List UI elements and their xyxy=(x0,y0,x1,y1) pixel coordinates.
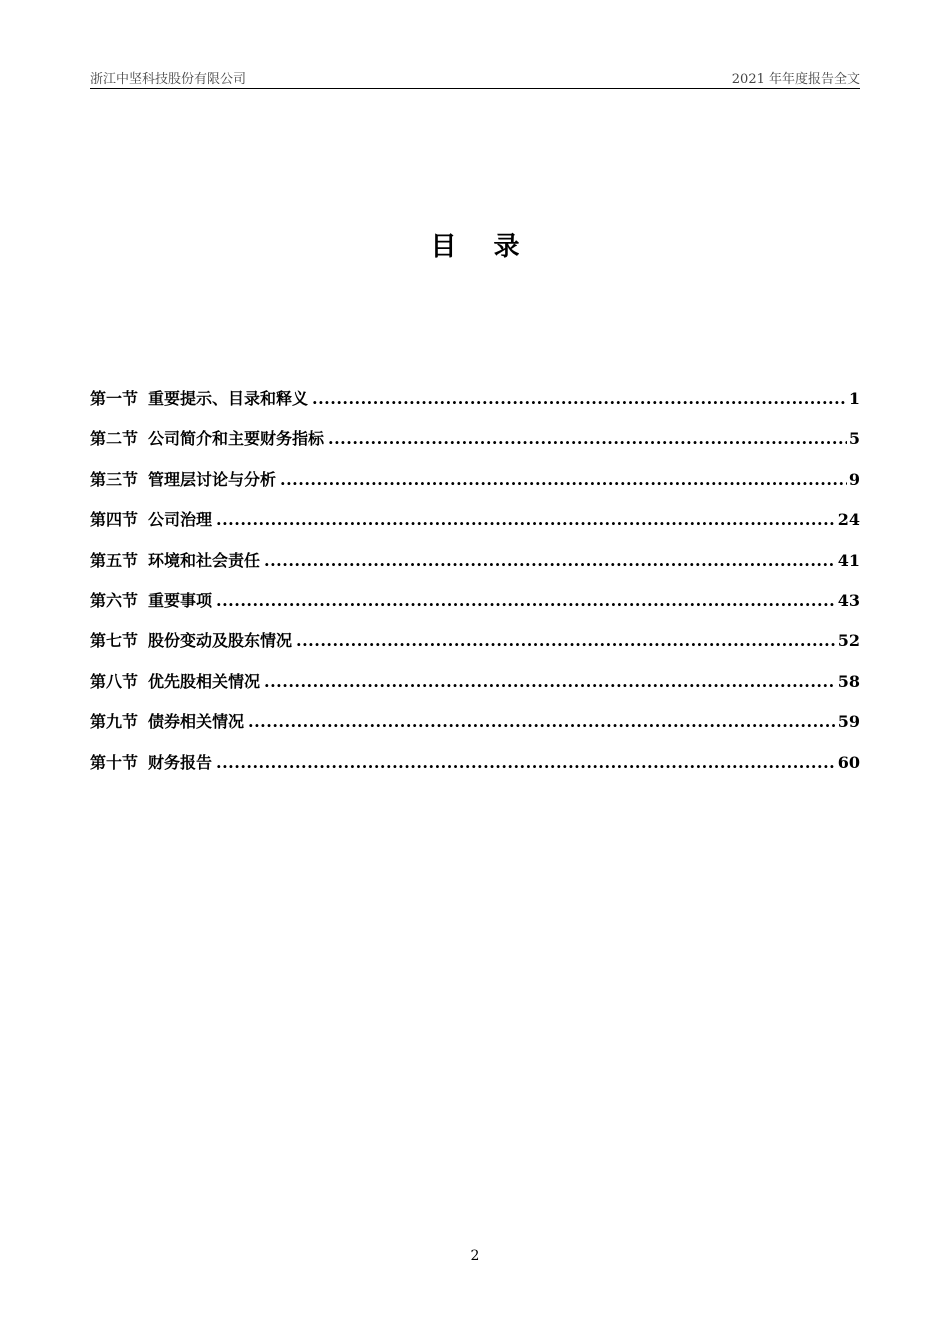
toc-section-name: 公司治理 xyxy=(148,510,213,530)
toc-section-number: 第三节 xyxy=(90,469,139,489)
toc-dot-leader xyxy=(328,429,847,448)
toc-item[interactable] xyxy=(90,588,860,628)
toc-section-name: 优先股相关情况 xyxy=(148,671,261,691)
page-header xyxy=(90,66,860,89)
toc-page-number: 24 xyxy=(837,510,860,530)
toc-item[interactable] xyxy=(90,709,860,749)
company-name: 浙江中坚科技股份有限公司 xyxy=(90,72,247,87)
toc-dot-leader xyxy=(264,672,836,691)
toc-item[interactable] xyxy=(90,548,860,588)
toc-section-name: 债券相关情况 xyxy=(148,712,245,732)
toc-section-number: 第五节 xyxy=(90,550,139,570)
toc-item[interactable] xyxy=(90,426,860,466)
toc-item[interactable] xyxy=(90,628,860,668)
toc-section-name: 管理层讨论与分析 xyxy=(148,469,277,489)
toc-page-number: 52 xyxy=(837,631,860,651)
toc-section-name: 股份变动及股东情况 xyxy=(148,631,293,651)
toc-section-number: 第四节 xyxy=(90,510,139,530)
toc-dot-leader xyxy=(248,712,836,731)
page-number: 2 xyxy=(470,1248,480,1264)
toc-section-name: 重要事项 xyxy=(148,590,213,610)
toc-dot-leader xyxy=(296,631,836,650)
report-title: 2021 年年度报告全文 xyxy=(731,72,860,87)
toc-dot-leader xyxy=(280,470,847,489)
toc-dot-leader xyxy=(216,510,836,529)
toc-dot-leader xyxy=(312,389,847,408)
toc-section-number: 第八节 xyxy=(90,671,139,691)
toc-section-name: 环境和社会责任 xyxy=(148,550,261,570)
toc-dot-leader xyxy=(216,753,836,772)
toc-page-number: 59 xyxy=(837,712,860,732)
toc-page-number: 9 xyxy=(848,469,860,489)
toc-section-number: 第六节 xyxy=(90,590,139,610)
toc-item[interactable] xyxy=(90,507,860,547)
toc-dot-leader xyxy=(216,591,836,610)
toc-section-number: 第二节 xyxy=(90,429,139,449)
toc-section-number: 第七节 xyxy=(90,631,139,651)
page-title: 目 录 xyxy=(430,232,534,262)
toc-section-name: 重要提示、目录和释义 xyxy=(148,389,309,408)
toc-page-number: 1 xyxy=(848,389,860,408)
toc-section-number: 第九节 xyxy=(90,712,139,732)
toc-page-number: 58 xyxy=(837,671,860,691)
toc-section-name: 公司简介和主要财务指标 xyxy=(148,429,325,449)
table-of-contents xyxy=(90,386,860,790)
toc-item[interactable] xyxy=(90,386,860,426)
toc-item[interactable] xyxy=(90,467,860,507)
toc-section-name: 财务报告 xyxy=(148,752,213,772)
toc-page-number: 5 xyxy=(848,429,860,449)
toc-page-number: 60 xyxy=(837,752,860,772)
toc-item[interactable] xyxy=(90,750,860,790)
toc-page-number: 41 xyxy=(837,550,860,570)
toc-section-number: 第十节 xyxy=(90,752,139,772)
toc-item[interactable] xyxy=(90,669,860,709)
toc-dot-leader xyxy=(264,551,836,570)
toc-page-number: 43 xyxy=(837,590,860,610)
toc-section-number: 第一节 xyxy=(90,389,139,408)
